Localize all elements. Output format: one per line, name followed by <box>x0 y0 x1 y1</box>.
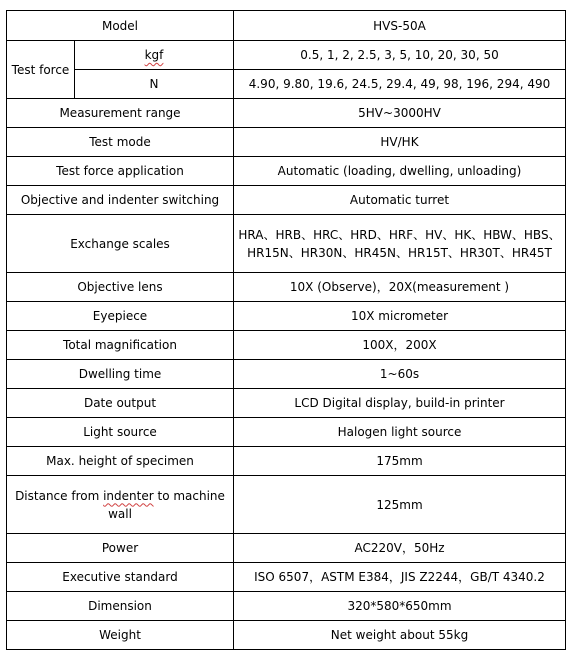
dimension-value: 320*580*650mm <box>234 592 566 621</box>
eyepiece-label: Eyepiece <box>7 302 234 331</box>
row-total-magnification <box>7 331 566 360</box>
n-values: 4.90, 9.80, 19.6, 24.5, 29.4, 49, 98, 196, 294, 490 <box>234 70 566 99</box>
weight-value: Net weight about 55kg <box>234 621 566 650</box>
row-weight <box>7 621 566 650</box>
max-height-value: 175mm <box>234 447 566 476</box>
test-force-label: Test force <box>7 41 75 99</box>
kgf-unit-text: kgf <box>144 48 164 62</box>
row-dwelling-time <box>7 360 566 389</box>
test-mode-label: Test mode <box>7 128 234 157</box>
light-source-label: Light source <box>7 418 234 447</box>
eyepiece-value: 10X micrometer <box>234 302 566 331</box>
row-test-mode <box>7 128 566 157</box>
test-force-application-label: Test force application <box>7 157 234 186</box>
distance-label-part-2: to machine <box>153 488 225 503</box>
exchange-scales-line-2: HR15N、HR30N、HR45N、HR15T、HR30T、HR45T <box>247 245 552 260</box>
row-test-force-application <box>7 157 566 186</box>
max-height-label: Max. height of specimen <box>7 447 234 476</box>
row-objective-lens <box>7 273 566 302</box>
power-label: Power <box>7 534 234 563</box>
row-objective-indenter-switching <box>7 186 566 215</box>
row-power <box>7 534 566 563</box>
kgf-unit-label <box>75 41 234 70</box>
measurement-range-label: Measurement range <box>7 99 234 128</box>
row-exchange-scales <box>7 215 566 273</box>
row-max-height <box>7 447 566 476</box>
distance-label <box>7 476 234 534</box>
row-test-force-kgf <box>7 41 566 70</box>
light-source-value: Halogen light source <box>234 418 566 447</box>
exchange-scales-line-1: HRA、HRB、HRC、HRD、HRF、HV、HK、HBW、HBS、 <box>238 227 561 242</box>
objective-lens-value: 10X (Observe)，20X(measurement ) <box>234 273 566 302</box>
objective-indenter-switching-value: Automatic turret <box>234 186 566 215</box>
row-test-force-n <box>7 70 566 99</box>
date-output-label: Date output <box>7 389 234 418</box>
row-model <box>7 11 566 41</box>
date-output-value: LCD Digital display, build-in printer <box>234 389 566 418</box>
test-force-application-value: Automatic (loading, dwelling, unloading) <box>234 157 566 186</box>
objective-indenter-switching-label: Objective and indenter switching <box>7 186 234 215</box>
dwelling-time-label: Dwelling time <box>7 360 234 389</box>
dwelling-time-value: 1~60s <box>234 360 566 389</box>
kgf-values: 0.5, 1, 2, 2.5, 3, 5, 10, 20, 30, 50 <box>234 41 566 70</box>
executive-standard-value: ISO 6507，ASTM E384，JIS Z2244，GB/T 4340.2 <box>234 563 566 592</box>
n-unit-label: N <box>75 70 234 99</box>
dimension-label: Dimension <box>7 592 234 621</box>
row-measurement-range <box>7 99 566 128</box>
row-dimension <box>7 592 566 621</box>
distance-label-part-1: Distance from <box>15 488 104 503</box>
row-light-source <box>7 418 566 447</box>
model-value: HVS-50A <box>234 11 566 41</box>
total-magnification-value: 100X，200X <box>234 331 566 360</box>
model-label: Model <box>7 11 234 41</box>
row-eyepiece <box>7 302 566 331</box>
objective-lens-label: Objective lens <box>7 273 234 302</box>
total-magnification-label: Total magnification <box>7 331 234 360</box>
exchange-scales-label: Exchange scales <box>7 215 234 273</box>
distance-label-indenter: indenter <box>103 488 154 503</box>
executive-standard-label: Executive standard <box>7 563 234 592</box>
test-mode-value: HV/HK <box>234 128 566 157</box>
row-distance <box>7 476 566 534</box>
distance-label-line-2: wall <box>108 506 132 521</box>
distance-value: 125mm <box>234 476 566 534</box>
measurement-range-value: 5HV~3000HV <box>234 99 566 128</box>
specification-table <box>6 10 566 650</box>
weight-label: Weight <box>7 621 234 650</box>
power-value: AC220V，50Hz <box>234 534 566 563</box>
distance-label-line-1 <box>11 487 229 505</box>
row-executive-standard <box>7 563 566 592</box>
row-date-output <box>7 389 566 418</box>
exchange-scales-value <box>234 215 566 273</box>
